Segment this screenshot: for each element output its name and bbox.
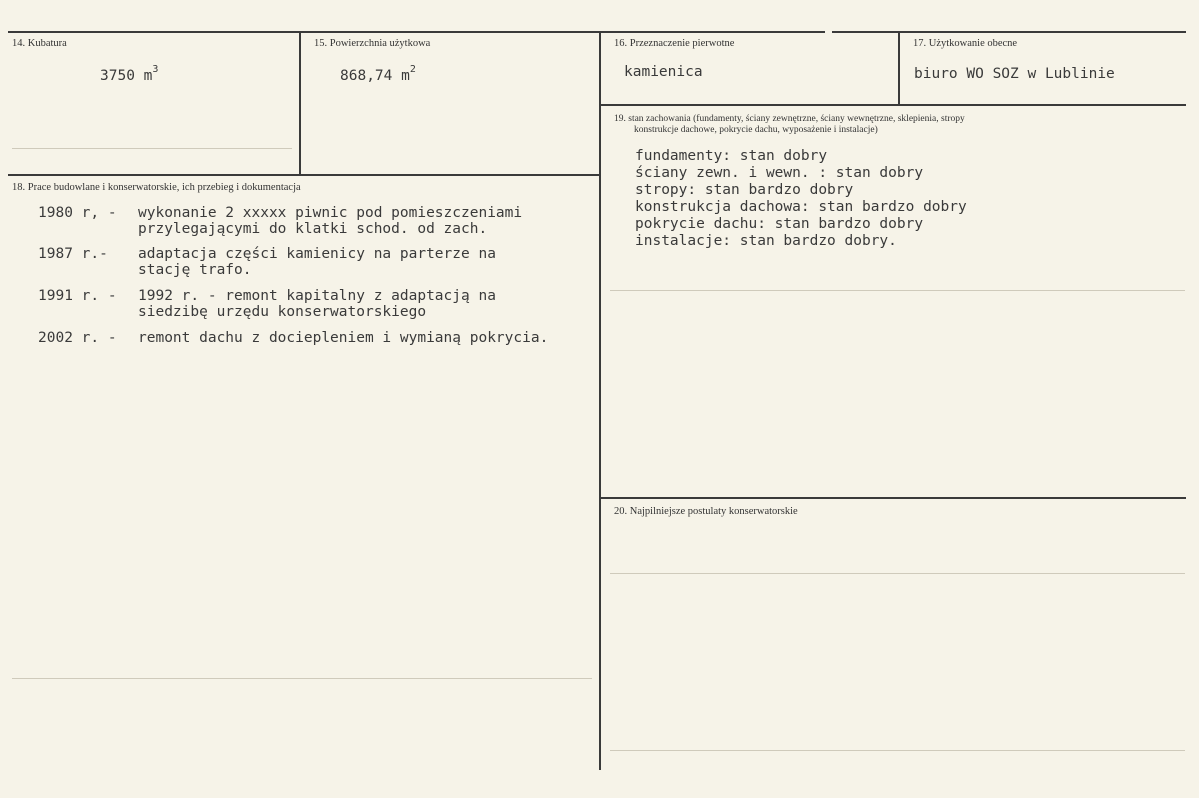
entry-text: siedzibę urzędu konserwatorskiego	[138, 304, 427, 320]
top-rule-mid	[600, 31, 825, 33]
field-15-label: 15. Powierzchnia użytkowa	[314, 38, 431, 49]
top-rule-left	[8, 31, 600, 33]
faint-line	[610, 750, 1185, 751]
field-14-label: 14. Kubatura	[12, 38, 67, 49]
field-18-label: 18. Prace budowlane i konserwatorskie, ich przebieg i dokumentacja	[12, 182, 301, 193]
entry-date: 1987 r.-	[38, 246, 108, 262]
rule-above-18	[8, 174, 600, 176]
condition-line: pokrycie dachu: stan bardzo dobry	[635, 216, 924, 232]
field-15-unit-exponent: 2	[409, 64, 416, 75]
field-16-label: 16. Przeznaczenie pierwotne	[614, 38, 735, 49]
rule-above-19	[600, 104, 1186, 106]
faint-line	[12, 678, 592, 679]
entry-date: 1980 r, -	[38, 205, 117, 221]
center-divider	[599, 31, 601, 770]
field-19-label-line2: konstrukcje dachowe, pokrycie dachu, wyposażenie i instalacje)	[634, 125, 878, 135]
field-14-value	[100, 64, 158, 84]
field-15-number: 868,74 m	[340, 67, 410, 84]
field-14-unit-exponent: 3	[152, 64, 159, 75]
faint-line	[610, 290, 1185, 291]
field-14-number: 3750 m	[100, 67, 153, 84]
field-16-value: kamienica	[624, 64, 703, 80]
rule-above-20	[600, 497, 1186, 499]
entry-text: przylegającymi do klatki schod. od zach.	[138, 221, 488, 237]
condition-line: instalacje: stan bardzo dobry.	[635, 233, 897, 249]
entry-text: adaptacja części kamienicy na parterze na	[138, 246, 496, 262]
top-rule-right	[832, 31, 1186, 33]
entry-text: stację trafo.	[138, 262, 252, 278]
condition-line: fundamenty: stan dobry	[635, 148, 828, 164]
field-17-label: 17. Użytkowanie obecne	[913, 38, 1018, 49]
divider-16-17	[898, 31, 900, 104]
entry-text: wykonanie 2 xxxxx piwnic pod pomieszczeniami	[138, 205, 523, 221]
faint-line	[610, 573, 1185, 574]
entry-text: remont dachu z dociepleniem i wymianą pokrycia.	[138, 330, 549, 346]
entry-date: 2002 r. -	[38, 330, 117, 346]
field-15-value	[340, 64, 416, 84]
entry-date: 1991 r. -	[38, 288, 117, 304]
field-19-label-line1: 19. stan zachowania (fundamenty, ściany zewnętrzne, ściany wewnętrzne, sklepienia, stropy	[614, 114, 965, 124]
field-17-value: biuro WO SOZ w Lublinie	[914, 66, 1115, 82]
condition-line: konstrukcja dachowa: stan bardzo dobry	[635, 199, 967, 215]
condition-line: stropy: stan bardzo dobry	[635, 182, 854, 198]
condition-line: ściany zewn. i wewn. : stan dobry	[635, 165, 924, 181]
entry-text: 1992 r. - remont kapitalny z adaptacją na	[138, 288, 496, 304]
divider-14-15	[299, 31, 301, 174]
field-20-label: 20. Najpilniejsze postulaty konserwatorskie	[614, 506, 798, 517]
faint-line	[12, 148, 292, 149]
